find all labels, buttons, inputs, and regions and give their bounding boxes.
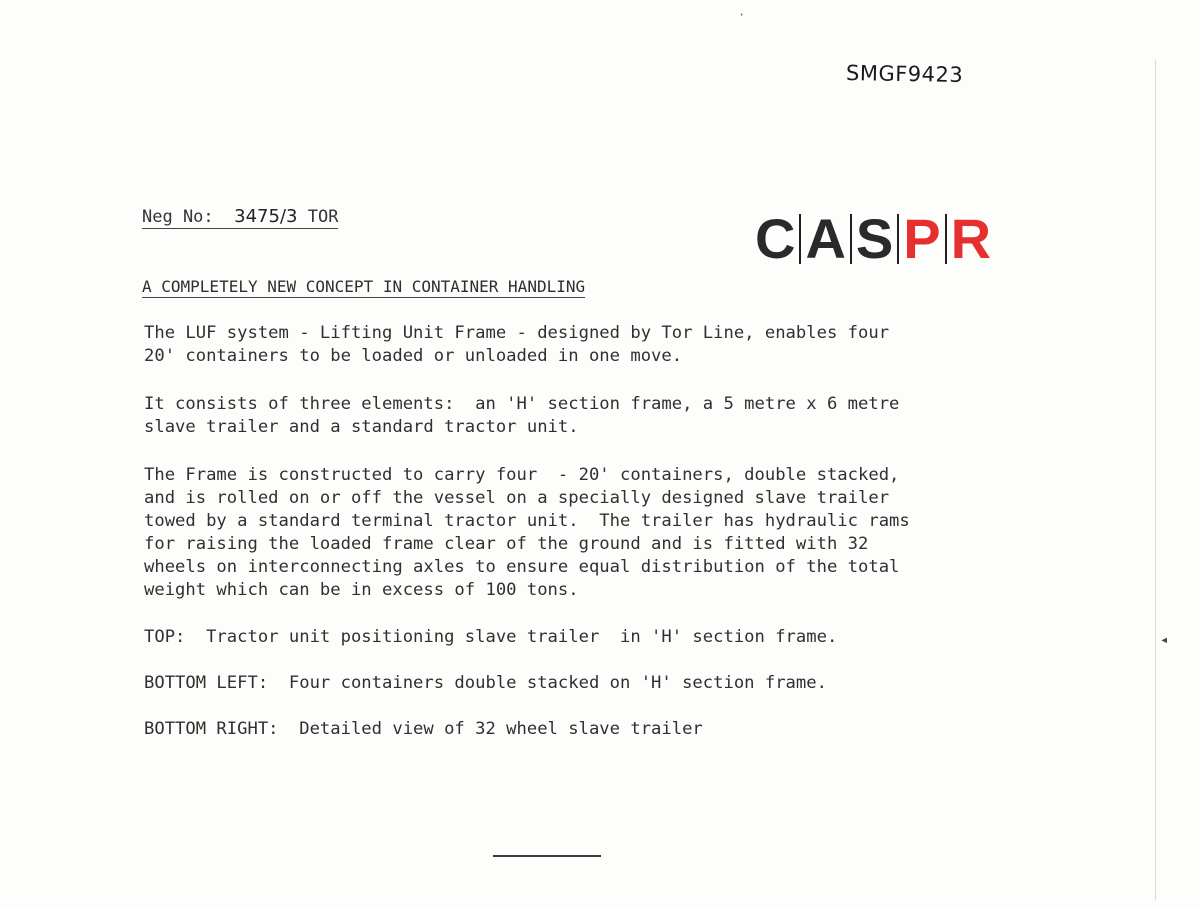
paragraph-elements: It consists of three elements: an 'H' section frame, a 5 metre x 6 metre slave trailer and a standard tractor unit. — [144, 394, 900, 437]
caption-bottom-left: BOTTOM LEFT: Four containers double stacked on 'H' section frame. — [144, 673, 827, 693]
logo-divider — [897, 214, 899, 264]
paragraph-luf-intro: The LUF system - Lifting Unit Frame - designed by Tor Line, enables four 20' containers to be loaded or unloaded in one move. — [144, 323, 890, 366]
caption-bottom-right: BOTTOM RIGHT: Detailed view of 32 wheel slave trailer — [144, 719, 703, 739]
logo-letter-r: R — [950, 207, 992, 270]
logo-letter-s: S — [855, 207, 894, 270]
logo-divider — [799, 214, 801, 264]
logo-letter-a: A — [805, 207, 846, 270]
neg-suffix: TOR — [307, 207, 339, 227]
document-heading: A COMPLETELY NEW CONCEPT IN CONTAINER HANDLING — [142, 277, 586, 296]
neg-number: 3475/3 — [234, 206, 298, 227]
logo-letter-p: P — [903, 207, 941, 270]
caspr-logo — [752, 207, 994, 270]
neg-label: Neg No: — [142, 207, 214, 227]
negative-number-line — [142, 206, 338, 229]
logo-divider — [945, 214, 947, 264]
paragraph-frame-description: The Frame is constructed to carry four - 20' containers, double stacked, and is rolled on or off the vessel on a specially designed slave trailer towed by a standard terminal tractor unit. The trailer has hydraulic rams for raising the loaded frame clear of the ground and is fitted with 32 wheels on interconnecting axles to ensure equal distribution of the total weight which can be in excess of 100 tons. — [144, 465, 910, 600]
handwritten-reference-number: SMGF9423 — [845, 60, 964, 88]
logo-divider — [850, 214, 852, 264]
caption-top: TOP: Tractor unit positioning slave trailer in 'H' section frame. — [144, 627, 838, 647]
footer-rule — [493, 855, 601, 857]
page-edge-shadow — [1155, 60, 1156, 900]
speck-mark: ◂ — [1160, 632, 1169, 648]
logo-letter-c: C — [755, 207, 796, 270]
speck-mark: · — [738, 8, 746, 22]
